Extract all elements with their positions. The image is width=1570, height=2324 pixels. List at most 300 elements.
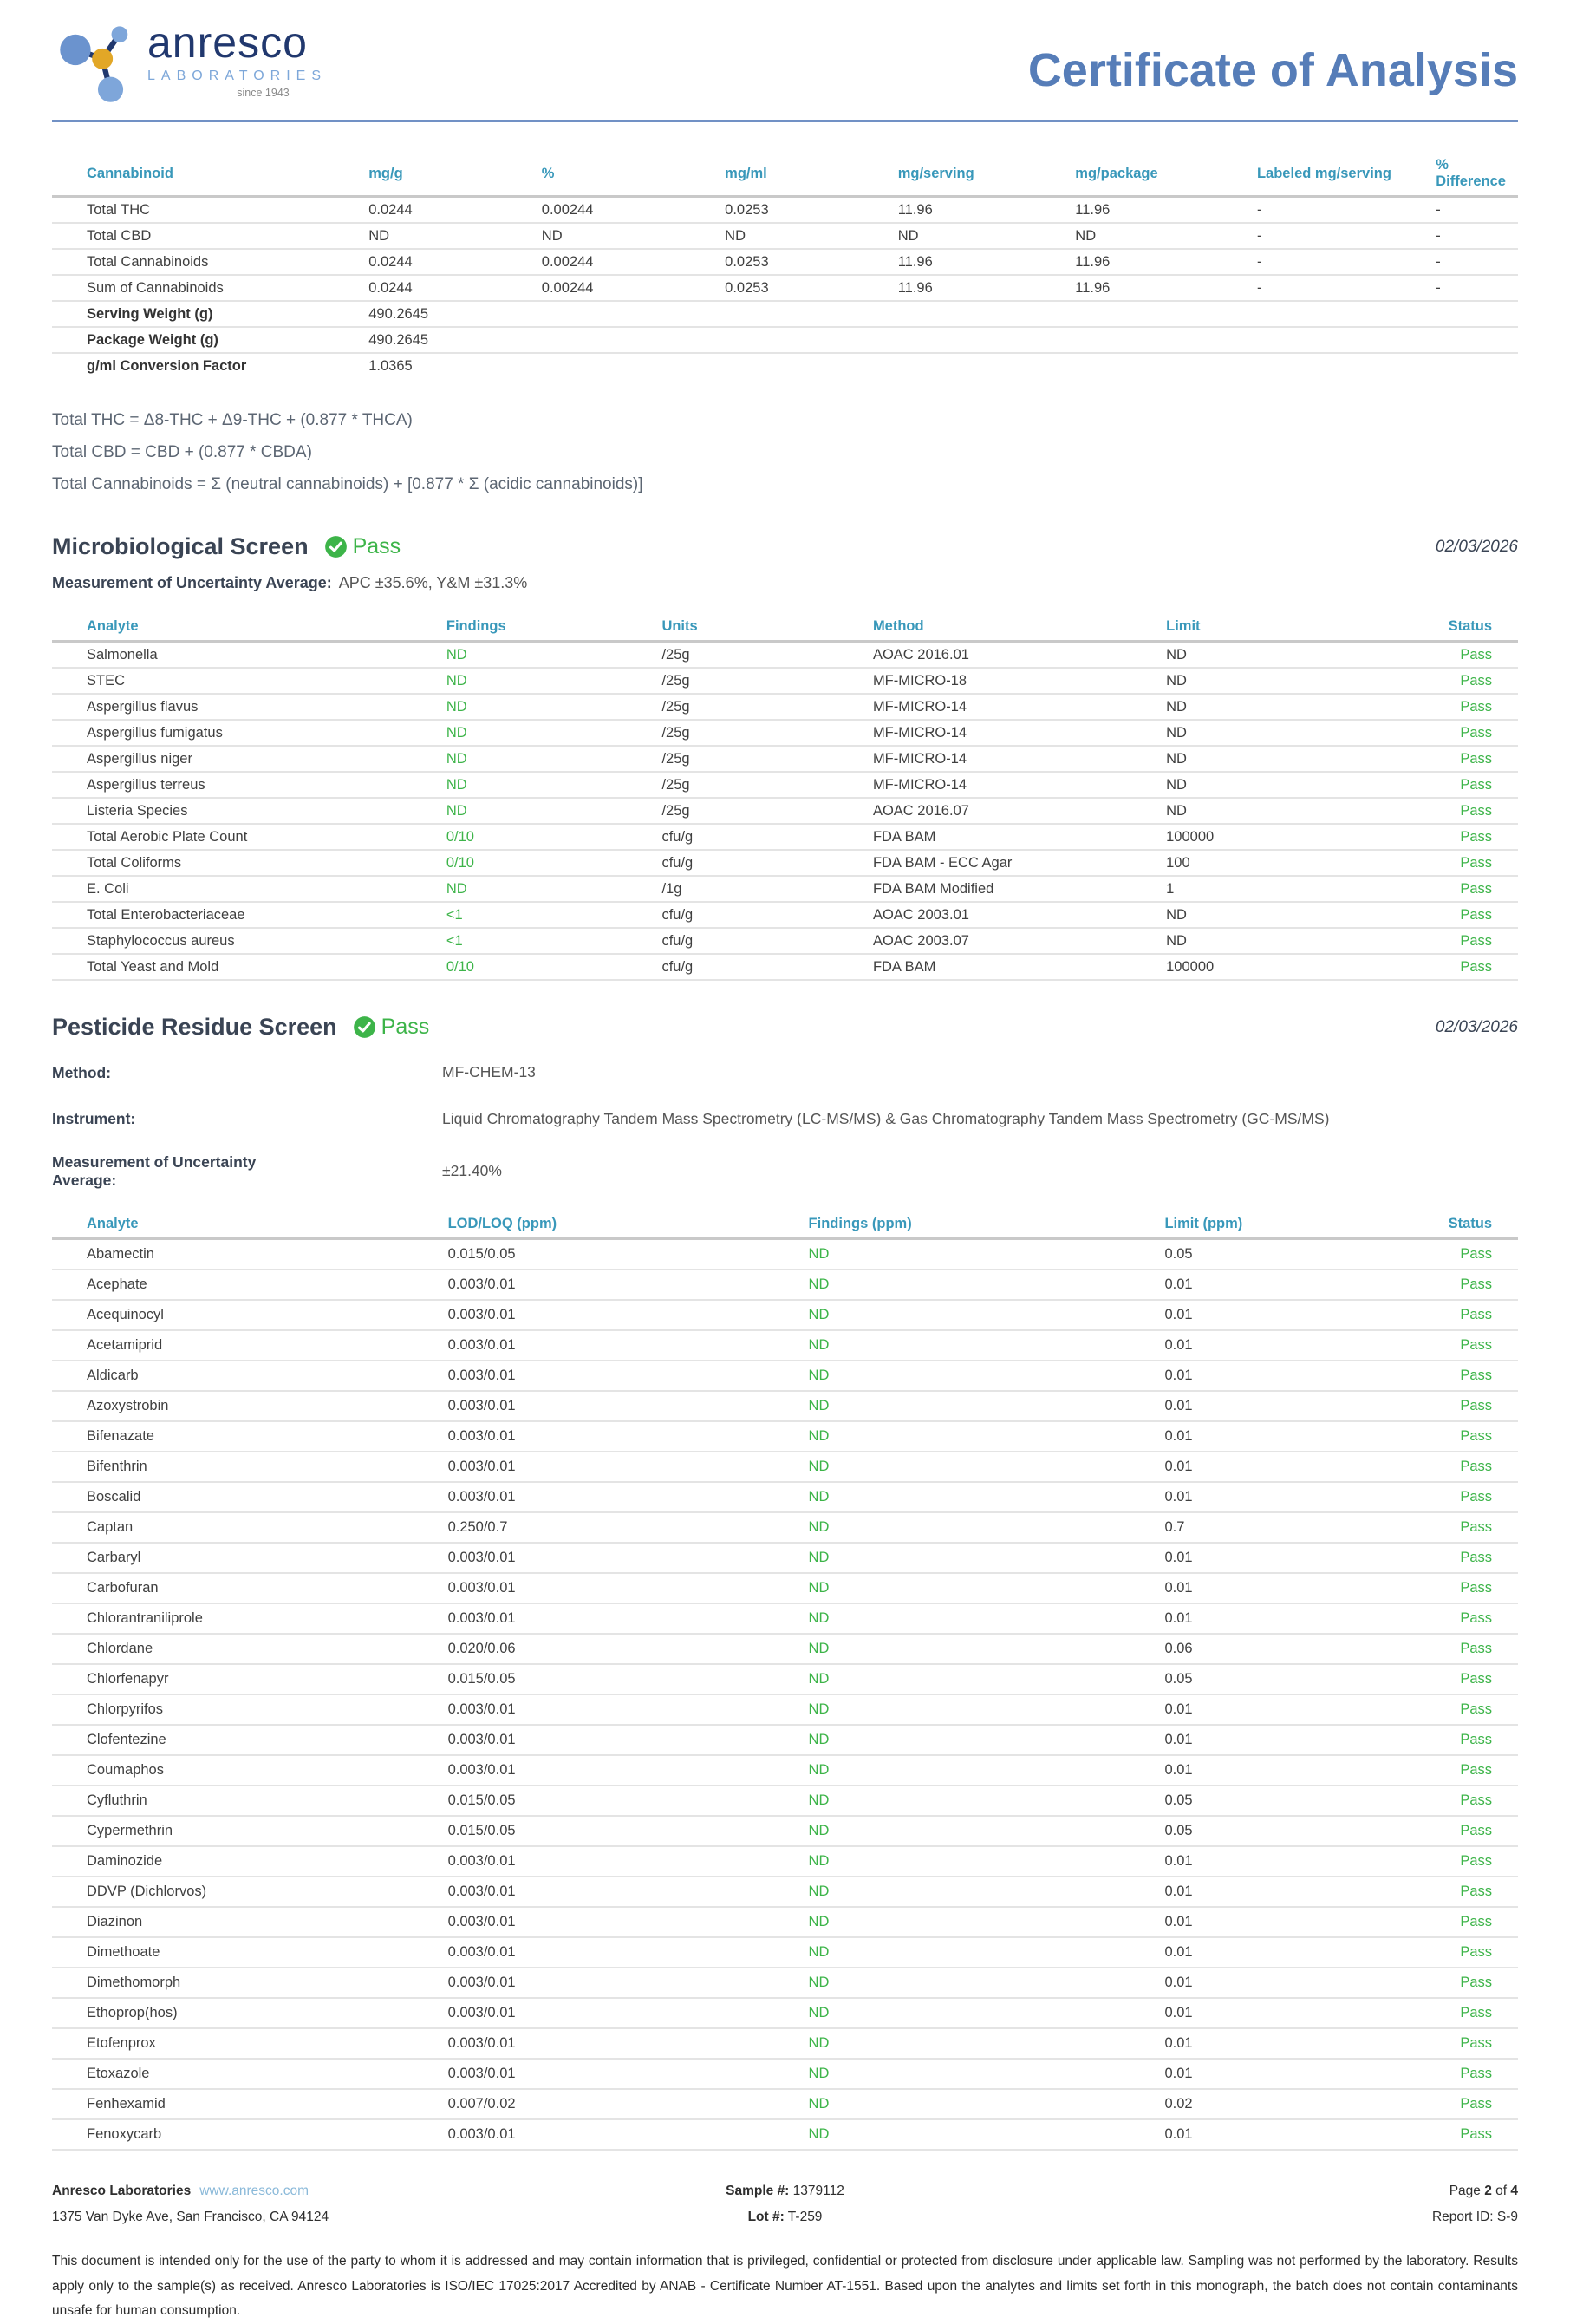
table-cell: 0.003/0.01 — [448, 1482, 809, 1512]
table-cell: ND — [446, 746, 662, 772]
column-header: % Difference — [1436, 152, 1518, 197]
table-cell: 0.01 — [1164, 1452, 1415, 1482]
table-row — [52, 1968, 1518, 1998]
table-row — [52, 876, 1518, 902]
table-cell: /25g — [661, 694, 873, 720]
column-header: Status — [1416, 1211, 1518, 1239]
table-cell: 0.003/0.01 — [448, 2119, 809, 2150]
table-row — [52, 1603, 1518, 1634]
pesticide-table — [52, 1211, 1518, 2151]
table-header-row — [52, 152, 1518, 197]
table-cell — [1075, 327, 1257, 353]
table-cell: Pass — [1416, 1664, 1518, 1694]
table-cell: ND — [809, 1877, 1165, 1907]
table-row — [52, 1330, 1518, 1361]
table-cell: Pass — [1416, 1694, 1518, 1725]
micro-test-date: 02/03/2026 — [1435, 537, 1518, 556]
table-row — [52, 197, 1518, 224]
table-cell: Pass — [1416, 1270, 1518, 1300]
table-cell: 0.01 — [1164, 2119, 1415, 2150]
table-cell: Pass — [1416, 1816, 1518, 1846]
micro-section-header — [52, 533, 1518, 560]
table-cell: Total CBD — [52, 223, 368, 249]
table-row — [52, 353, 1518, 378]
table-cell: 0.0244 — [368, 197, 542, 224]
table-cell: Pass — [1416, 1846, 1518, 1877]
table-row — [52, 1877, 1518, 1907]
table-cell: FDA BAM — [873, 824, 1166, 850]
table-cell: Ethoprop(hos) — [52, 1998, 448, 2028]
table-cell: cfu/g — [661, 824, 873, 850]
table-cell: 0.05 — [1164, 1816, 1415, 1846]
table-cell: Etofenprox — [52, 2028, 448, 2059]
table-cell: Serving Weight (g) — [52, 301, 368, 327]
table-cell: Dimethoate — [52, 1937, 448, 1968]
table-cell: Sum of Cannabinoids — [52, 275, 368, 301]
table-header-row — [52, 613, 1518, 642]
table-cell: Cyfluthrin — [52, 1785, 448, 1816]
table-row — [52, 1421, 1518, 1452]
table-cell: 11.96 — [898, 197, 1076, 224]
table-cell: Pass — [1423, 798, 1518, 824]
pass-check-icon — [324, 535, 348, 558]
table-cell: 0.020/0.06 — [448, 1634, 809, 1664]
table-cell: ND — [809, 1755, 1165, 1785]
table-cell: 0.015/0.05 — [448, 1785, 809, 1816]
table-cell: MF-MICRO-14 — [873, 720, 1166, 746]
table-cell: 0.05 — [1164, 1785, 1415, 1816]
column-header: Limit (ppm) — [1164, 1211, 1415, 1239]
table-row — [52, 1755, 1518, 1785]
table-cell: ND — [809, 1361, 1165, 1391]
table-cell: 0.003/0.01 — [448, 1755, 809, 1785]
table-cell: ND — [809, 1482, 1165, 1512]
table-cell: Pass — [1423, 772, 1518, 798]
pesticide-section-title: Pesticide Residue Screen — [52, 1014, 337, 1041]
table-row — [52, 2119, 1518, 2150]
table-row — [52, 1452, 1518, 1482]
table-cell: - — [1436, 249, 1518, 275]
table-cell: Pass — [1416, 2119, 1518, 2150]
table-cell: 0.003/0.01 — [448, 1361, 809, 1391]
table-cell: Pass — [1416, 1968, 1518, 1998]
table-cell: g/ml Conversion Factor — [87, 357, 247, 374]
table-row — [52, 1482, 1518, 1512]
table-cell: ND — [809, 2059, 1165, 2089]
page-footer — [52, 2178, 1518, 2230]
table-cell: 11.96 — [1075, 249, 1257, 275]
table-cell: ND — [1166, 668, 1423, 694]
table-cell: ND — [1166, 902, 1423, 928]
lot-value: T-259 — [787, 2209, 823, 2224]
table-cell: Pass — [1416, 1603, 1518, 1634]
table-cell: Pass — [1423, 720, 1518, 746]
table-cell: <1 — [446, 902, 662, 928]
table-cell: ND — [898, 223, 1076, 249]
table-cell: Staphylococcus aureus — [52, 928, 446, 954]
molecule-icon — [52, 17, 146, 108]
table-cell: AOAC 2016.07 — [873, 798, 1166, 824]
total-formulas — [52, 404, 1518, 500]
table-cell — [1257, 327, 1436, 353]
table-row — [52, 249, 1518, 275]
table-cell: 0.0244 — [368, 275, 542, 301]
table-cell: ND — [809, 1391, 1165, 1421]
table-cell: 0.003/0.01 — [448, 2028, 809, 2059]
table-cell: Aspergillus niger — [52, 746, 446, 772]
table-cell: Pass — [1416, 1573, 1518, 1603]
instrument-row — [52, 1107, 1518, 1133]
table-cell: cfu/g — [661, 954, 873, 980]
disclaimer-text: This document is intended only for the use of the party to whom it is addressed and may contain information that is privileged, confidential or protected from disclosure under applicable law. Sampling was not performed by the laboratory. Results apply only to the sample(s) as received. Anresco Laboratories is ISO/IEC 17025:2017 Accredited by ANAB - Certificate Number AT-1551. Based upon the analytes and limits set forth in this monograph, the batch does not contain contaminants unsafe for human consumption. — [52, 2254, 1518, 2319]
table-cell: 0.003/0.01 — [448, 1877, 809, 1907]
anresco-logo — [52, 18, 327, 108]
table-cell — [1436, 353, 1518, 378]
table-cell: ND — [368, 223, 542, 249]
table-row — [52, 642, 1518, 669]
document-header — [52, 18, 1518, 108]
table-cell: ND — [809, 1785, 1165, 1816]
column-header: Findings (ppm) — [809, 1211, 1165, 1239]
table-cell: Pass — [1423, 746, 1518, 772]
table-cell — [725, 301, 898, 327]
table-cell: 0.007/0.02 — [448, 2089, 809, 2119]
table-row — [52, 1300, 1518, 1330]
table-cell: E. Coli — [52, 876, 446, 902]
table-cell: Etoxazole — [52, 2059, 448, 2089]
table-row — [52, 1238, 1518, 1270]
table-cell: Acephate — [52, 1270, 448, 1300]
table-cell: MF-MICRO-14 — [873, 772, 1166, 798]
table-cell: ND — [809, 1694, 1165, 1725]
table-cell: 0.015/0.05 — [448, 1664, 809, 1694]
table-cell: ND — [446, 772, 662, 798]
table-cell: ND — [809, 1634, 1165, 1664]
brand-subtitle: LABORATORIES — [147, 69, 327, 83]
table-cell: 0.05 — [1164, 1664, 1415, 1694]
table-cell: 490.2645 — [368, 301, 542, 327]
table-row — [52, 1664, 1518, 1694]
table-cell: 0.003/0.01 — [448, 1421, 809, 1452]
table-row — [52, 1391, 1518, 1421]
table-row — [52, 694, 1518, 720]
table-cell: 0.003/0.01 — [448, 1452, 809, 1482]
table-cell: 0.003/0.01 — [448, 1907, 809, 1937]
table-cell: Pass — [1416, 1512, 1518, 1543]
table-cell: ND — [809, 1998, 1165, 2028]
table-cell: Chlorpyrifos — [52, 1694, 448, 1725]
table-cell: Pass — [1416, 1634, 1518, 1664]
table-cell: 0.01 — [1164, 1846, 1415, 1877]
table-cell: 0.01 — [1164, 1998, 1415, 2028]
table-cell: 0.05 — [1164, 1238, 1415, 1270]
table-cell: ND — [1166, 642, 1423, 669]
table-cell: Total THC — [52, 197, 368, 224]
table-cell: ND — [446, 798, 662, 824]
table-row — [52, 2028, 1518, 2059]
table-cell: 0/10 — [446, 824, 662, 850]
table-cell: ND — [809, 1907, 1165, 1937]
table-cell: Abamectin — [52, 1238, 448, 1270]
table-cell: Pass — [1416, 1937, 1518, 1968]
table-cell: 490.2645 — [368, 327, 542, 353]
table-cell: Pass — [1423, 824, 1518, 850]
table-cell: AOAC 2016.01 — [873, 642, 1166, 669]
table-cell: 0.00244 — [542, 249, 725, 275]
table-cell: ND — [809, 1937, 1165, 1968]
table-cell: Fenhexamid — [52, 2089, 448, 2119]
table-cell: Clofentezine — [52, 1725, 448, 1755]
table-cell: ND — [446, 668, 662, 694]
table-cell: ND — [1166, 746, 1423, 772]
footer-address: 1375 Van Dyke Ave, San Francisco, CA 94124 — [52, 2209, 329, 2224]
table-cell: /1g — [661, 876, 873, 902]
table-cell: Pass — [1416, 1907, 1518, 1937]
table-cell: FDA BAM Modified — [873, 876, 1166, 902]
table-cell: ND — [809, 1238, 1165, 1270]
table-row — [52, 1543, 1518, 1573]
table-row — [52, 824, 1518, 850]
table-cell: Aspergillus terreus — [52, 772, 446, 798]
table-cell: Pass — [1416, 1482, 1518, 1512]
table-cell: ND — [809, 1270, 1165, 1300]
table-cell: Pass — [1416, 1543, 1518, 1573]
table-cell: ND — [542, 223, 725, 249]
table-cell: ND — [809, 1421, 1165, 1452]
sample-label: Sample #: — [726, 2183, 790, 2198]
formula-line: Total CBD = CBD + (0.877 * CBDA) — [52, 443, 312, 462]
table-cell: /25g — [661, 668, 873, 694]
table-cell: Total Cannabinoids — [52, 249, 368, 275]
table-cell: 0.01 — [1164, 1907, 1415, 1937]
micro-uncertainty — [52, 574, 1518, 592]
table-cell: ND — [809, 1664, 1165, 1694]
table-cell: 0.7 — [1164, 1512, 1415, 1543]
table-cell: /25g — [661, 720, 873, 746]
table-cell: FDA BAM — [873, 954, 1166, 980]
table-cell: cfu/g — [661, 928, 873, 954]
table-cell: ND — [446, 694, 662, 720]
column-header: mg/serving — [898, 152, 1076, 197]
table-cell: 0.003/0.01 — [448, 1330, 809, 1361]
table-cell: Boscalid — [52, 1482, 448, 1512]
table-cell: 1.0365 — [368, 357, 413, 374]
table-cell: Pass — [1416, 1361, 1518, 1391]
cannabinoid-table — [52, 152, 1518, 378]
table-cell: 0.01 — [1164, 1603, 1415, 1634]
table-cell: ND — [809, 1300, 1165, 1330]
method-label: Method: — [52, 1063, 112, 1081]
table-row — [52, 1846, 1518, 1877]
table-cell: Acetamiprid — [52, 1330, 448, 1361]
microbiological-table — [52, 613, 1518, 981]
footer-website-link[interactable]: www.anresco.com — [199, 2183, 309, 2198]
table-cell: ND — [1166, 928, 1423, 954]
table-cell: 0.01 — [1164, 1391, 1415, 1421]
table-cell: 0/10 — [446, 850, 662, 876]
table-row — [52, 1270, 1518, 1300]
column-header: Method — [873, 613, 1166, 642]
table-cell: 0.01 — [1164, 1543, 1415, 1573]
table-cell: Chlorantraniliprole — [52, 1603, 448, 1634]
table-row — [52, 1573, 1518, 1603]
column-header: Limit — [1166, 613, 1423, 642]
table-cell: Pass — [1423, 954, 1518, 980]
table-cell: MF-MICRO-14 — [873, 694, 1166, 720]
table-cell: 0/10 — [446, 954, 662, 980]
table-row — [52, 275, 1518, 301]
table-cell: AOAC 2003.07 — [873, 928, 1166, 954]
table-row — [52, 1361, 1518, 1391]
header-divider — [52, 120, 1518, 122]
table-cell: 0.01 — [1164, 1482, 1415, 1512]
table-row — [52, 301, 1518, 327]
table-row — [52, 223, 1518, 249]
table-cell: Pass — [1416, 1238, 1518, 1270]
table-cell: ND — [1075, 223, 1257, 249]
pass-check-icon — [353, 1015, 376, 1039]
table-cell: 0.003/0.01 — [448, 1725, 809, 1755]
table-cell: 0.01 — [1164, 1877, 1415, 1907]
table-cell: 100 — [1166, 850, 1423, 876]
table-cell: Pass — [1416, 1785, 1518, 1816]
table-cell: 0.003/0.01 — [448, 1694, 809, 1725]
table-cell: ND — [725, 223, 898, 249]
table-cell: - — [1436, 223, 1518, 249]
table-cell: ND — [1166, 772, 1423, 798]
table-cell: - — [1257, 275, 1436, 301]
table-cell: 0.01 — [1164, 1573, 1415, 1603]
table-cell: Diazinon — [52, 1907, 448, 1937]
table-cell — [898, 353, 1076, 378]
instrument-value: Liquid Chromatography Tandem Mass Spectrometry (LC-MS/MS) & Gas Chromatography Tandem Mass Spectrometry (GC-MS/MS) — [442, 1109, 1330, 1127]
table-cell: 0.003/0.01 — [448, 1270, 809, 1300]
table-row — [52, 1785, 1518, 1816]
table-cell: ND — [809, 1816, 1165, 1846]
pesticide-status-text: Pass — [381, 1015, 430, 1040]
pesticide-status-badge — [353, 1015, 430, 1040]
table-cell — [542, 301, 725, 327]
table-cell: 11.96 — [898, 249, 1076, 275]
table-cell: ND — [809, 2089, 1165, 2119]
table-cell — [1075, 353, 1257, 378]
column-header: mg/package — [1075, 152, 1257, 197]
table-cell: /25g — [661, 746, 873, 772]
table-cell: 0.01 — [1164, 1694, 1415, 1725]
table-cell: Aspergillus flavus — [52, 694, 446, 720]
table-row — [52, 327, 1518, 353]
table-cell: ND — [809, 1846, 1165, 1877]
table-cell: Total Enterobacteriaceae — [52, 902, 446, 928]
table-cell: 1 — [1166, 876, 1423, 902]
table-cell: 0.01 — [1164, 1755, 1415, 1785]
table-cell — [1436, 301, 1518, 327]
table-cell: Listeria Species — [52, 798, 446, 824]
table-cell: 0.01 — [1164, 1330, 1415, 1361]
pesticide-section-header — [52, 1014, 1518, 1041]
footer-company: Anresco Laboratories — [52, 2183, 192, 2198]
table-cell: 11.96 — [1075, 275, 1257, 301]
table-cell — [1436, 327, 1518, 353]
table-row — [52, 2059, 1518, 2089]
table-cell: ND — [1166, 720, 1423, 746]
table-cell: 0.003/0.01 — [448, 1937, 809, 1968]
table-cell: 0.01 — [1164, 1968, 1415, 1998]
table-cell: ND — [809, 2119, 1165, 2150]
table-cell: Pass — [1423, 694, 1518, 720]
pesticide-info-block — [52, 1060, 1518, 1190]
table-cell: Pass — [1423, 642, 1518, 669]
table-cell: AOAC 2003.01 — [873, 902, 1166, 928]
table-row — [52, 720, 1518, 746]
table-cell: ND — [809, 1968, 1165, 1998]
table-cell: ND — [809, 1330, 1165, 1361]
table-cell: Dimethomorph — [52, 1968, 448, 1998]
table-row — [52, 928, 1518, 954]
table-cell: Fenoxycarb — [52, 2119, 448, 2150]
table-cell: MF-MICRO-18 — [873, 668, 1166, 694]
table-cell: Aspergillus fumigatus — [52, 720, 446, 746]
table-cell: DDVP (Dichlorvos) — [52, 1877, 448, 1907]
table-cell: 0.01 — [1164, 2059, 1415, 2089]
table-cell: /25g — [661, 772, 873, 798]
table-cell: 0.003/0.01 — [448, 1998, 809, 2028]
pesticide-test-date: 02/03/2026 — [1435, 1017, 1518, 1036]
table-row — [52, 2089, 1518, 2119]
table-cell: 0.0253 — [725, 275, 898, 301]
table-row — [52, 1694, 1518, 1725]
table-cell: Pass — [1416, 1300, 1518, 1330]
table-cell: 0.00244 — [542, 197, 725, 224]
table-cell: Azoxystrobin — [52, 1391, 448, 1421]
table-cell: FDA BAM - ECC Agar — [873, 850, 1166, 876]
table-cell: ND — [809, 1452, 1165, 1482]
table-cell: ND — [809, 1543, 1165, 1573]
table-cell: - — [1436, 275, 1518, 301]
table-row — [52, 902, 1518, 928]
table-cell: Pass — [1423, 876, 1518, 902]
table-cell: 0.01 — [1164, 1361, 1415, 1391]
footer-right — [1029, 2178, 1518, 2230]
table-cell: 0.0253 — [725, 197, 898, 224]
table-cell — [1075, 301, 1257, 327]
pesticide-uncertainty-label: Measurement of Uncertainty Average: — [52, 1152, 257, 1189]
table-cell: 0.06 — [1164, 1634, 1415, 1664]
table-cell: Pass — [1423, 902, 1518, 928]
table-cell: ND — [446, 720, 662, 746]
table-cell: 0.003/0.01 — [448, 1968, 809, 1998]
table-cell: 0.01 — [1164, 2028, 1415, 2059]
table-cell: Pass — [1423, 850, 1518, 876]
table-cell: /25g — [661, 798, 873, 824]
table-cell: Pass — [1416, 1725, 1518, 1755]
table-cell — [1257, 353, 1436, 378]
footer-center — [541, 2178, 1030, 2230]
table-cell: 0.250/0.7 — [448, 1512, 809, 1543]
uncertainty-row — [52, 1153, 1518, 1190]
table-cell: ND — [809, 1603, 1165, 1634]
table-cell — [725, 353, 898, 378]
table-cell: ND — [1166, 694, 1423, 720]
table-cell: Chlorfenapyr — [52, 1664, 448, 1694]
micro-status-text: Pass — [352, 534, 401, 559]
table-cell: ND — [809, 1512, 1165, 1543]
table-cell: - — [1436, 197, 1518, 224]
table-cell: Pass — [1416, 1452, 1518, 1482]
column-header: Cannabinoid — [52, 152, 368, 197]
micro-section-title: Microbiological Screen — [52, 533, 309, 560]
table-row — [52, 1998, 1518, 2028]
